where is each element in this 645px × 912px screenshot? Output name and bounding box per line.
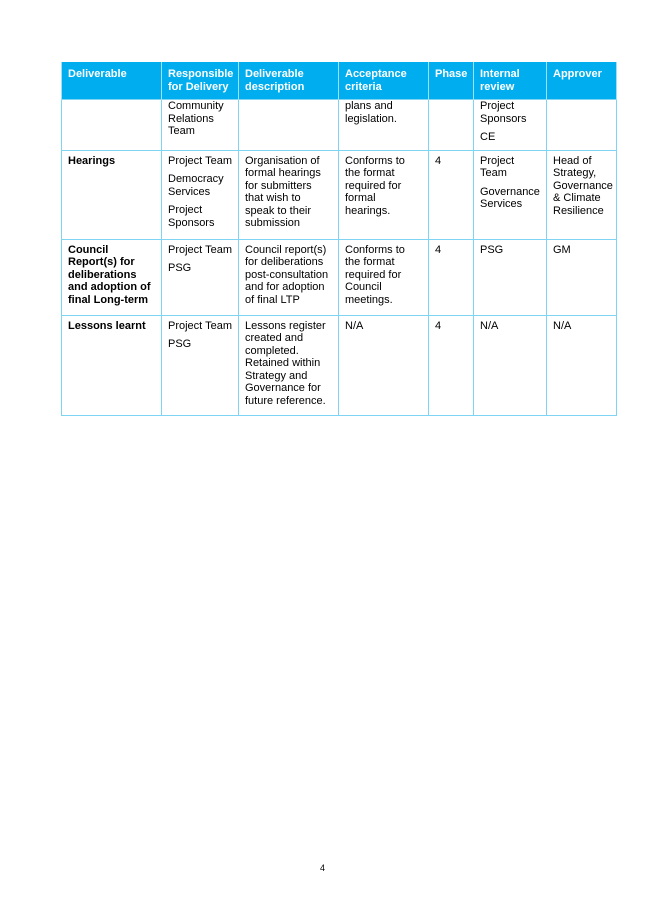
cell-criteria: Conforms to the format required for formal hearings.: [339, 150, 429, 239]
cell-approver: N/A: [547, 315, 617, 415]
cell-approver: GM: [547, 239, 617, 315]
cell-approver: [547, 100, 617, 151]
table-row: [62, 239, 617, 315]
header-responsible: Responsible for Delivery: [162, 62, 239, 100]
cell-line: Governance Services: [480, 185, 540, 210]
table-row: [62, 315, 617, 415]
cell-line: Project Team: [168, 319, 232, 332]
cell-description: Lessons register created and completed. Retained within Strategy and Governance for future reference.: [239, 315, 339, 415]
cell-criteria: plans and legislation.: [339, 100, 429, 151]
page-number: 4: [319, 863, 325, 873]
header-description: Deliverable description: [239, 62, 339, 100]
cell-phase: 4: [429, 315, 474, 415]
cell-internal-review: [474, 150, 547, 239]
table-row: [62, 100, 617, 151]
cell-line: CE: [480, 131, 496, 143]
cell-responsible: [162, 315, 239, 415]
table-header-row: [62, 62, 617, 100]
header-internal-review: Internal review: [474, 62, 547, 100]
cell-responsible: [162, 150, 239, 239]
cell-description: Organisation of formal hearings for submitters that wish to speak to their submission: [239, 150, 339, 239]
cell-internal-review: [474, 315, 547, 415]
deliverables-table: [61, 62, 617, 416]
cell-line: PSG: [168, 262, 192, 274]
header-phase: Phase: [429, 62, 474, 100]
cell-deliverable: Lessons learnt: [62, 315, 162, 415]
cell-phase: [429, 100, 474, 151]
cell-phase: 4: [429, 150, 474, 239]
cell-criteria: N/A: [339, 315, 429, 415]
header-deliverable: Deliverable: [62, 62, 162, 100]
table-row: [62, 150, 617, 239]
cell-line: PSG: [480, 243, 504, 256]
cell-line: Project Sponsors: [480, 100, 527, 125]
cell-deliverable: [62, 100, 162, 151]
cell-responsible: [162, 100, 239, 151]
header-criteria: Acceptance criteria: [339, 62, 429, 100]
cell-internal-review: [474, 100, 547, 151]
cell-line: Community Relations Team: [168, 100, 224, 137]
cell-phase: 4: [429, 239, 474, 315]
cell-internal-review: [474, 239, 547, 315]
cell-approver: Head of Strategy, Governance & Climate Resilience: [547, 150, 617, 239]
cell-description: Council report(s) for deliberations post-consultation and for adoption of final LTP: [239, 239, 339, 315]
cell-line: Project Team: [168, 154, 232, 167]
cell-line: PSG: [168, 338, 192, 350]
cell-line: Project Team: [480, 154, 515, 179]
cell-deliverable: Council Report(s) for deliberations and adoption of final Long-term: [62, 239, 162, 315]
cell-line: N/A: [480, 319, 499, 332]
header-approver: Approver: [547, 62, 617, 100]
cell-responsible: [162, 239, 239, 315]
cell-line: Project Sponsors: [168, 204, 215, 229]
cell-criteria: Conforms to the format required for Council meetings.: [339, 239, 429, 315]
cell-line: Democracy Services: [168, 173, 224, 198]
cell-line: Project Team: [168, 243, 232, 256]
cell-deliverable: Hearings: [62, 150, 162, 239]
cell-description: [239, 100, 339, 151]
